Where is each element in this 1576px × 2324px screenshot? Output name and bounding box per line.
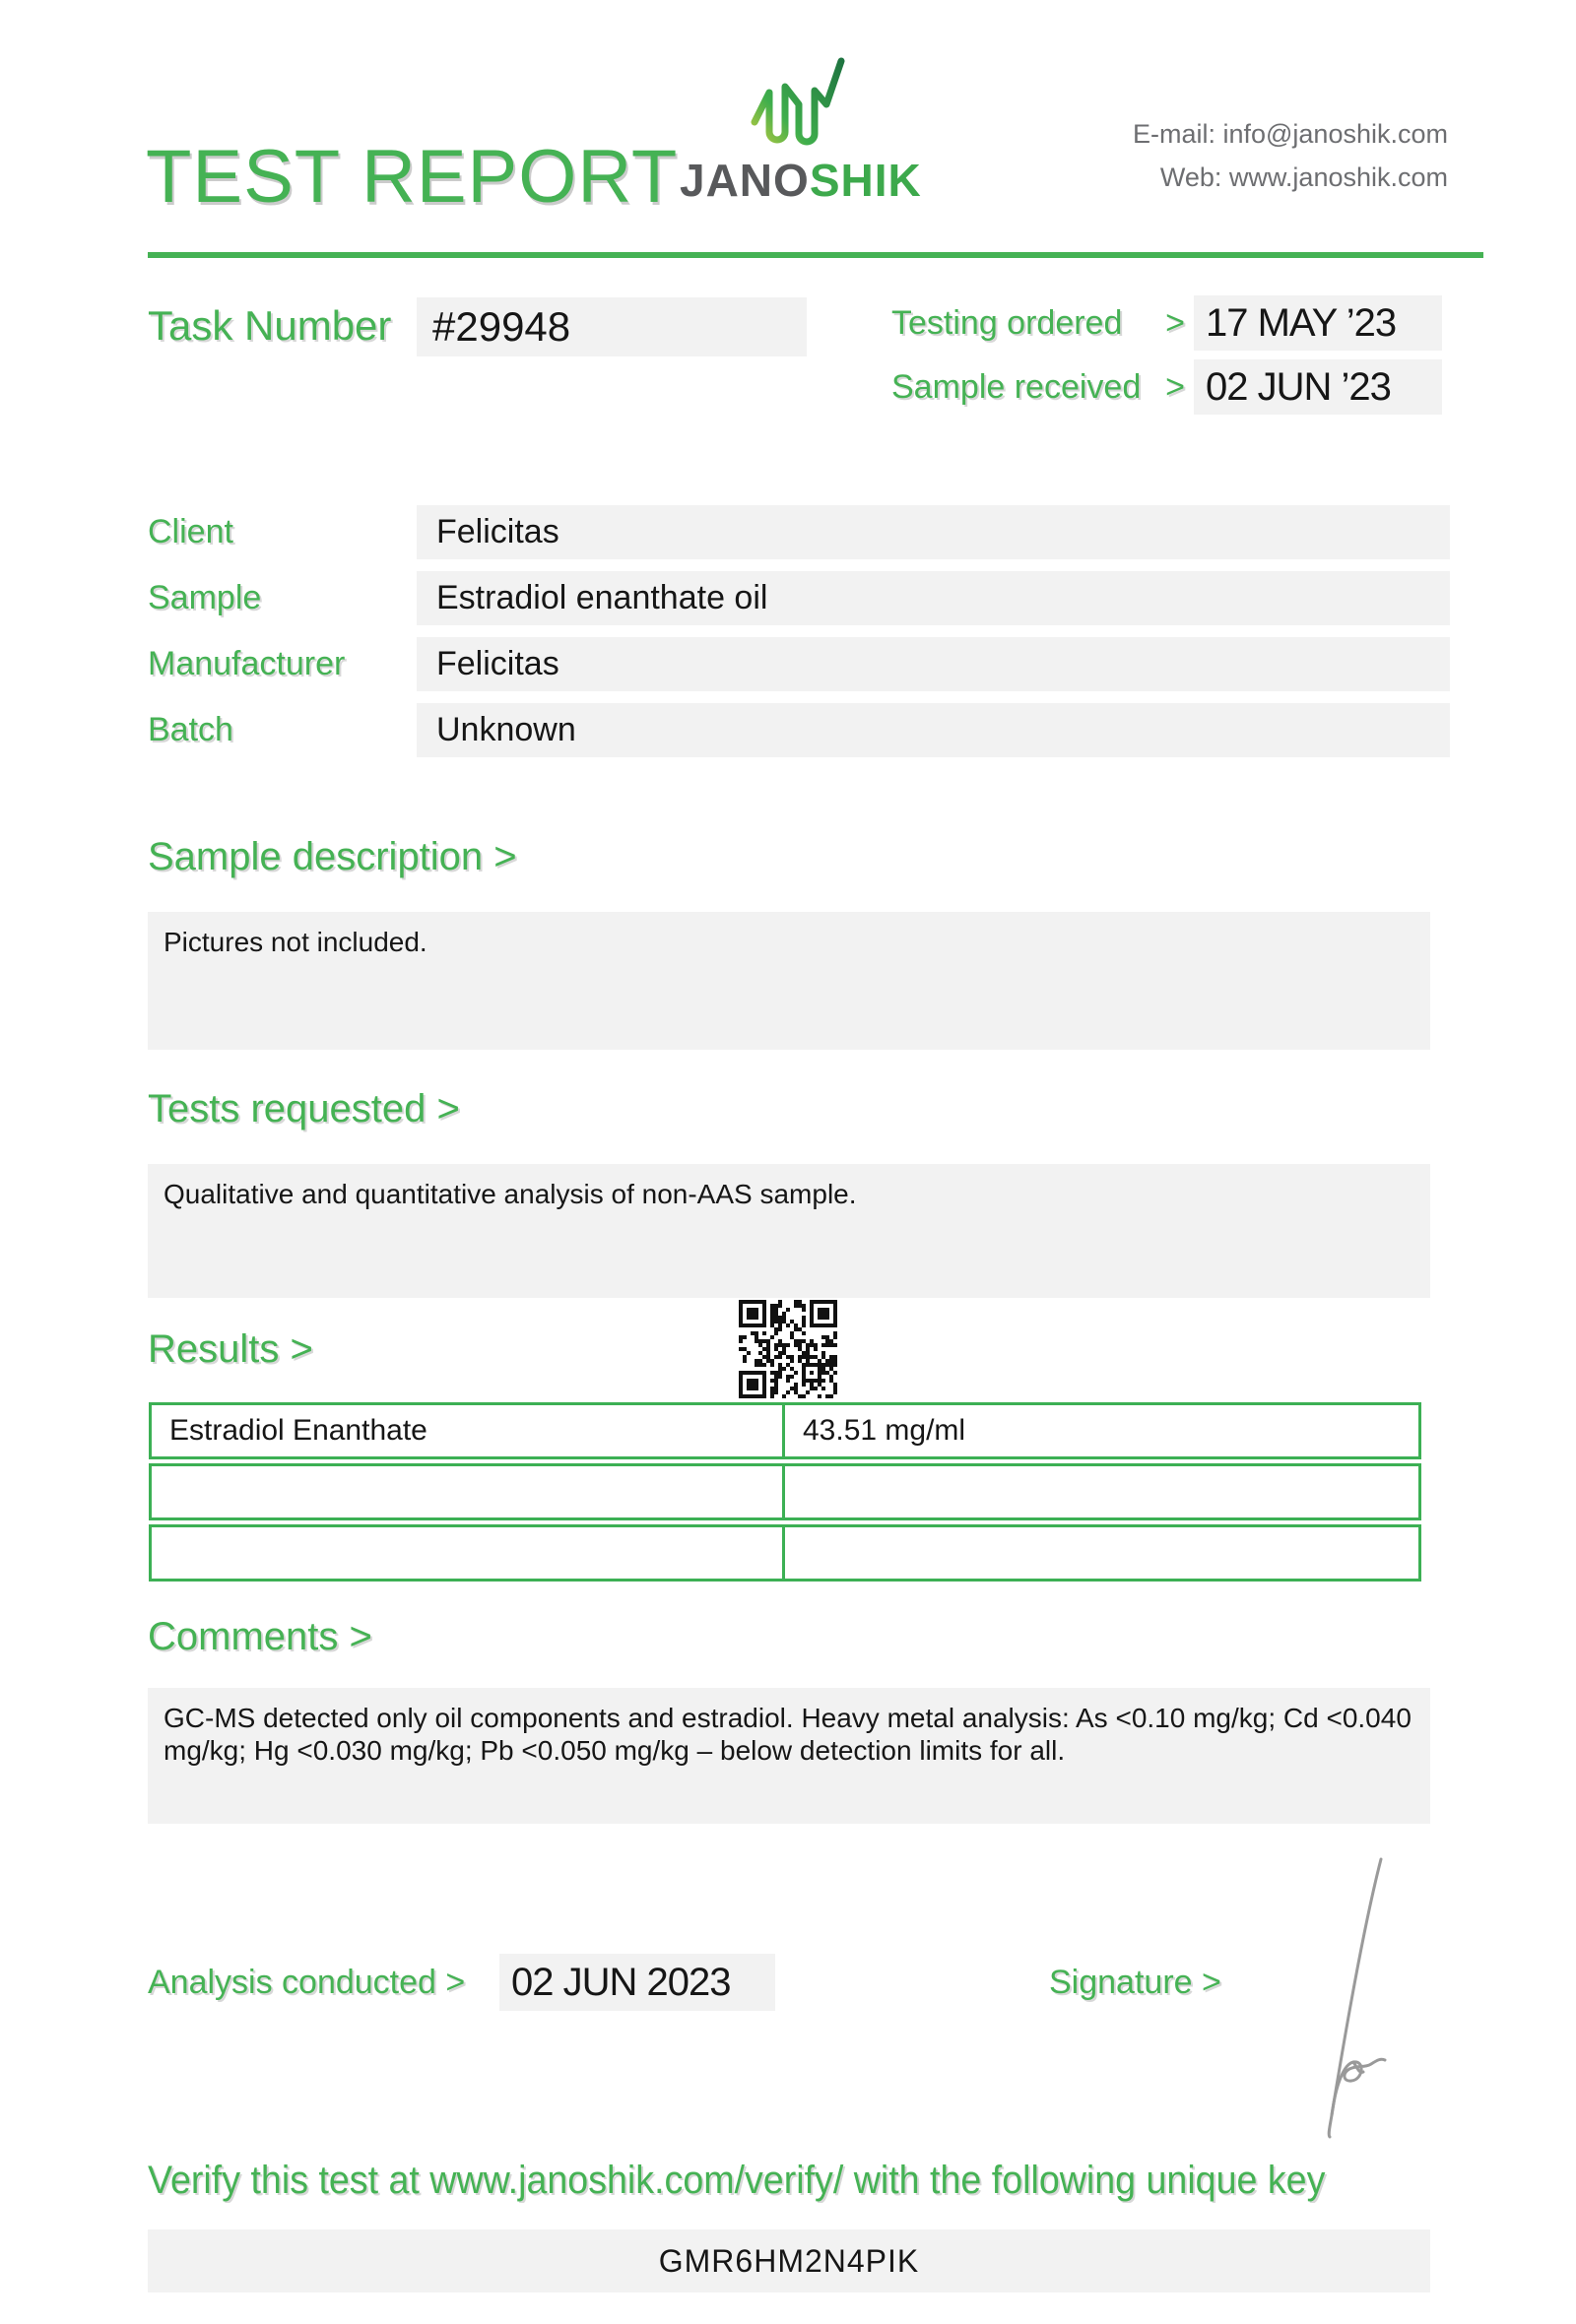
janoshik-logo: [680, 55, 922, 207]
table-row: [149, 1524, 1421, 1582]
analyte-cell: Estradiol Enanthate: [152, 1405, 785, 1456]
analyte-cell: [152, 1466, 785, 1517]
sample-description-box: Pictures not included.: [148, 912, 1430, 1050]
batch-value: Unknown: [417, 703, 1450, 757]
analysis-conducted-value: 02 JUN 2023: [499, 1954, 775, 2011]
comments-box: GC-MS detected only oil components and estradiol. Heavy metal analysis: As <0.10 mg/kg; Cd <0.040 mg/kg; Hg <0.030 mg/kg; Pb <0.050 mg/kg – below detection limits for all.: [148, 1688, 1430, 1824]
client-label: Client: [148, 513, 233, 550]
result-cell: 43.51 mg/ml: [803, 1414, 966, 1447]
logo-text-shik: SHIK: [809, 155, 922, 206]
sample-received-text: Sample received: [891, 368, 1142, 406]
verify-instruction: Verify this test at www.janoshik.com/verify/ with the following unique key: [148, 2159, 1326, 2202]
tests-requested-box: Qualitative and quantitative analysis of non-AAS sample.: [148, 1164, 1430, 1298]
result-cell: [785, 1527, 1418, 1579]
logo-wordmark: [680, 154, 922, 207]
unique-key-value: GMR6HM2N4PIK: [148, 2229, 1430, 2292]
signature-image: [1261, 1851, 1428, 2147]
contact-email: E-mail: info@janoshik.com: [1132, 119, 1448, 149]
batch-label: Batch: [148, 711, 233, 748]
header-divider: [148, 252, 1483, 258]
comments-heading: Comments >: [148, 1615, 372, 1658]
contact-web: Web: www.janoshik.com: [1159, 162, 1448, 192]
result-cell: [785, 1466, 1418, 1517]
results-heading: Results >: [148, 1327, 313, 1371]
task-number-value: #29948: [417, 297, 807, 356]
logo-text-jano: JANO: [680, 155, 810, 206]
signature-label: Signature >: [1049, 1964, 1221, 2001]
table-row: [149, 1402, 1421, 1459]
analysis-conducted-label: Analysis conducted >: [148, 1964, 466, 2001]
sample-received-arrow: >: [1165, 368, 1185, 406]
page-title: TEST REPORT: [146, 135, 679, 219]
contact-block: [1133, 112, 1448, 199]
analyte-cell: [152, 1527, 785, 1579]
table-row: [149, 1463, 1421, 1520]
task-number-label: Task Number: [148, 302, 392, 349]
sample-label: Sample: [148, 579, 262, 616]
sample-received-value: 02 JUN ’23: [1194, 359, 1442, 415]
client-value: Felicitas: [417, 505, 1450, 559]
sample-received-label: [891, 359, 1185, 415]
testing-ordered-value: 17 MAY ’23: [1194, 295, 1442, 351]
tests-requested-heading: Tests requested >: [148, 1087, 460, 1130]
testing-ordered-text: Testing ordered: [891, 304, 1123, 342]
sample-value: Estradiol enanthate oil: [417, 571, 1450, 625]
verification-qr-code: [739, 1300, 837, 1398]
sample-description-heading: Sample description >: [148, 835, 517, 878]
results-table: [149, 1402, 1421, 1585]
chart-growth-icon: [747, 55, 849, 150]
manufacturer-label: Manufacturer: [148, 645, 346, 682]
manufacturer-value: Felicitas: [417, 637, 1450, 691]
testing-ordered-arrow: >: [1165, 304, 1185, 342]
testing-ordered-label: [891, 295, 1185, 351]
